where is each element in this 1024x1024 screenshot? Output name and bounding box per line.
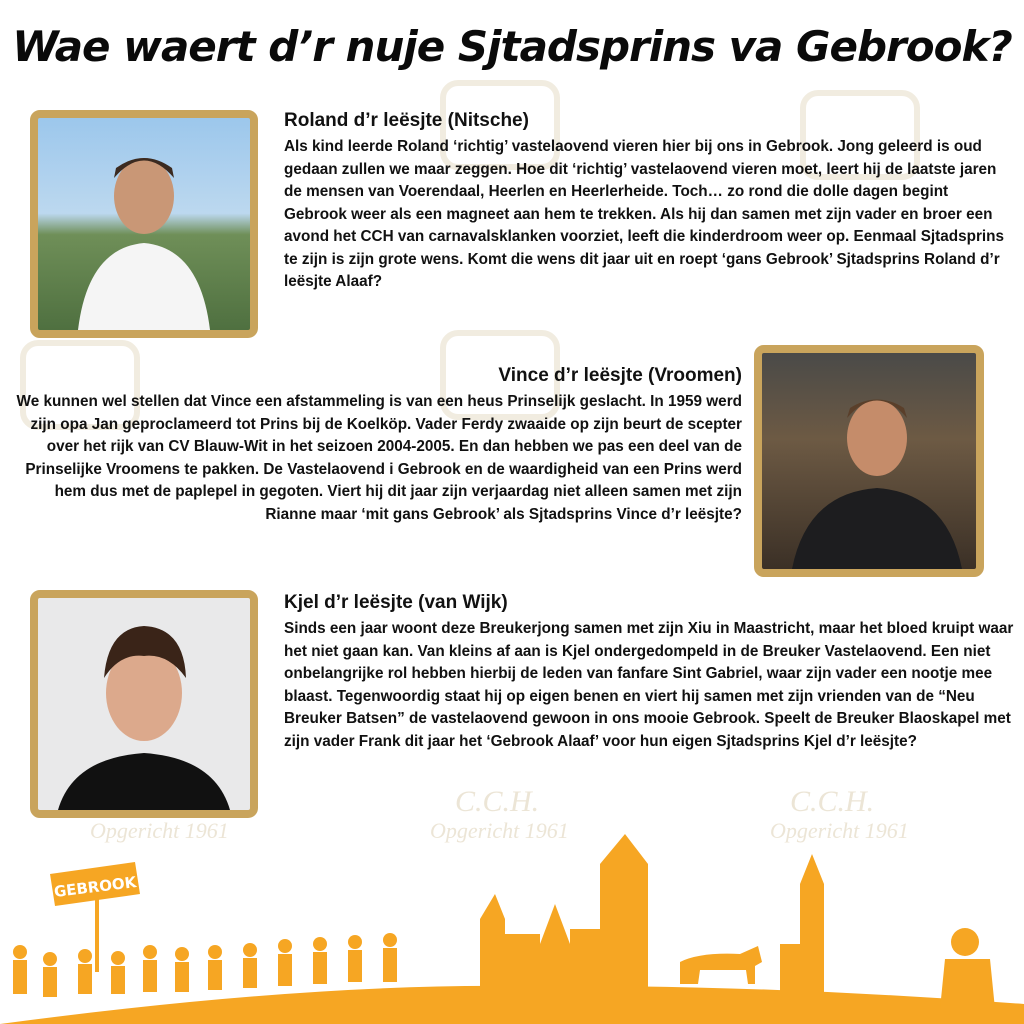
candidate-photo-roland [30, 110, 258, 338]
watermark-founded: Opgericht 1961 [90, 818, 229, 843]
person-silhouette-icon [38, 118, 250, 330]
candidate-bio-vince [10, 365, 742, 526]
watermark-initials: C.C.H. [790, 785, 875, 818]
watermark-founded: Opgericht 1961 [430, 818, 569, 843]
watermark-founded: Opgericht 1961 [770, 818, 909, 843]
person-silhouette-icon [762, 353, 976, 569]
candidate-photo-vince [754, 345, 984, 577]
candidate-name: Roland d’r leësjte (Nitsche) [284, 110, 529, 131]
candidate-name: Kjel d’r leësjte (van Wijk) [284, 592, 508, 613]
town-skyline-graphic [0, 834, 1024, 1024]
person-silhouette-icon [38, 598, 250, 810]
page-title: Wae waert d’r nuje Sjtadsprins va Gebrook? [12, 22, 1012, 71]
photo-image [762, 353, 976, 569]
candidate-name: Vince d’r leësjte (Vroomen) [498, 365, 742, 386]
candidate-text: Als kind leerde Roland ‘richtig’ vastelaovend vieren hier bij ons in Gebrook. Jong geleerd is oud gedaan zullen we maar zeggen. Hoe dit ‘richtig’ vastelaovend vieren moet, leert hij de laatste jaren de mensen van Voerendaal, Heerlen en Heerlerheide. Toch… zo rond die dolle dagen begint Gebrook weer als een magneet aan hem te trekken. Als hij dan samen met zijn vader en broer een avond het CCH van carnavalsklanken voorziet, leeft die kinderdroom weer op. Eenmaal Sjtadsprins te zijn is zijn grote wens. Komt die wens dit jaar uit en roept ‘gans Gebrook’ Sjtadsprins Roland d’r leësjte Alaaf? [284, 138, 1005, 290]
photo-image [38, 118, 250, 330]
candidate-bio-kjel [284, 592, 1014, 753]
candidate-text: Sinds een jaar woont deze Breukerjong samen met zijn Xiu in Maastricht, maar het bloed kruipt waar het niet gaan kan. Van kleins af aan is Kjel ondergedompeld in de Breuker Vastelaovend. Een niet onbelangrijke rol hebben hierbij de leden van fanfare Sint Gabriel, waar zijn vader een nootje mee blaast. Tegenwoordig staat hij op eigen benen en viert hij samen met zijn vrienden van de “Neu Breuker Batsen” de vastelaovend gewoon in ons mooie Gebrook. Speelt de Breuker Blaoskapel met zijn vader Frank dit jaar het ‘Gebrook Alaaf’ voor hun eigen Sjtadsprins Kjel d’r leësjte? [284, 620, 1014, 750]
candidate-bio-roland [284, 110, 1014, 294]
candidate-text: We kunnen wel stellen dat Vince een afstammeling is van een heus Prinselijk geslacht. In 1959 werd zijn opa Jan geproclameerd tot Prins bij de Koelköp. Vader Ferdy zwaaide op zijn beurt de scepter over het rijk van CV Blauw-Wit in het seizoen 2004-2005. En dan hebben we pas een deel van de Prinselijke Vroomens te pakken. De Vastelaovend i Gebrook en de waardigheid van een Prins werd hem dus met de paplepel in gegoten. Viert hij dit jaar zijn verjaardag niet alleen samen met zijn Rianne maar ‘mit gans Gebrook’ als Sjtadsprins Vince d’r leësjte? [16, 393, 742, 523]
banner-label: GEBROOK [52, 873, 138, 901]
candidate-photo-kjel [30, 590, 258, 818]
watermark-initials: C.C.H. [455, 785, 540, 818]
photo-image [38, 598, 250, 810]
